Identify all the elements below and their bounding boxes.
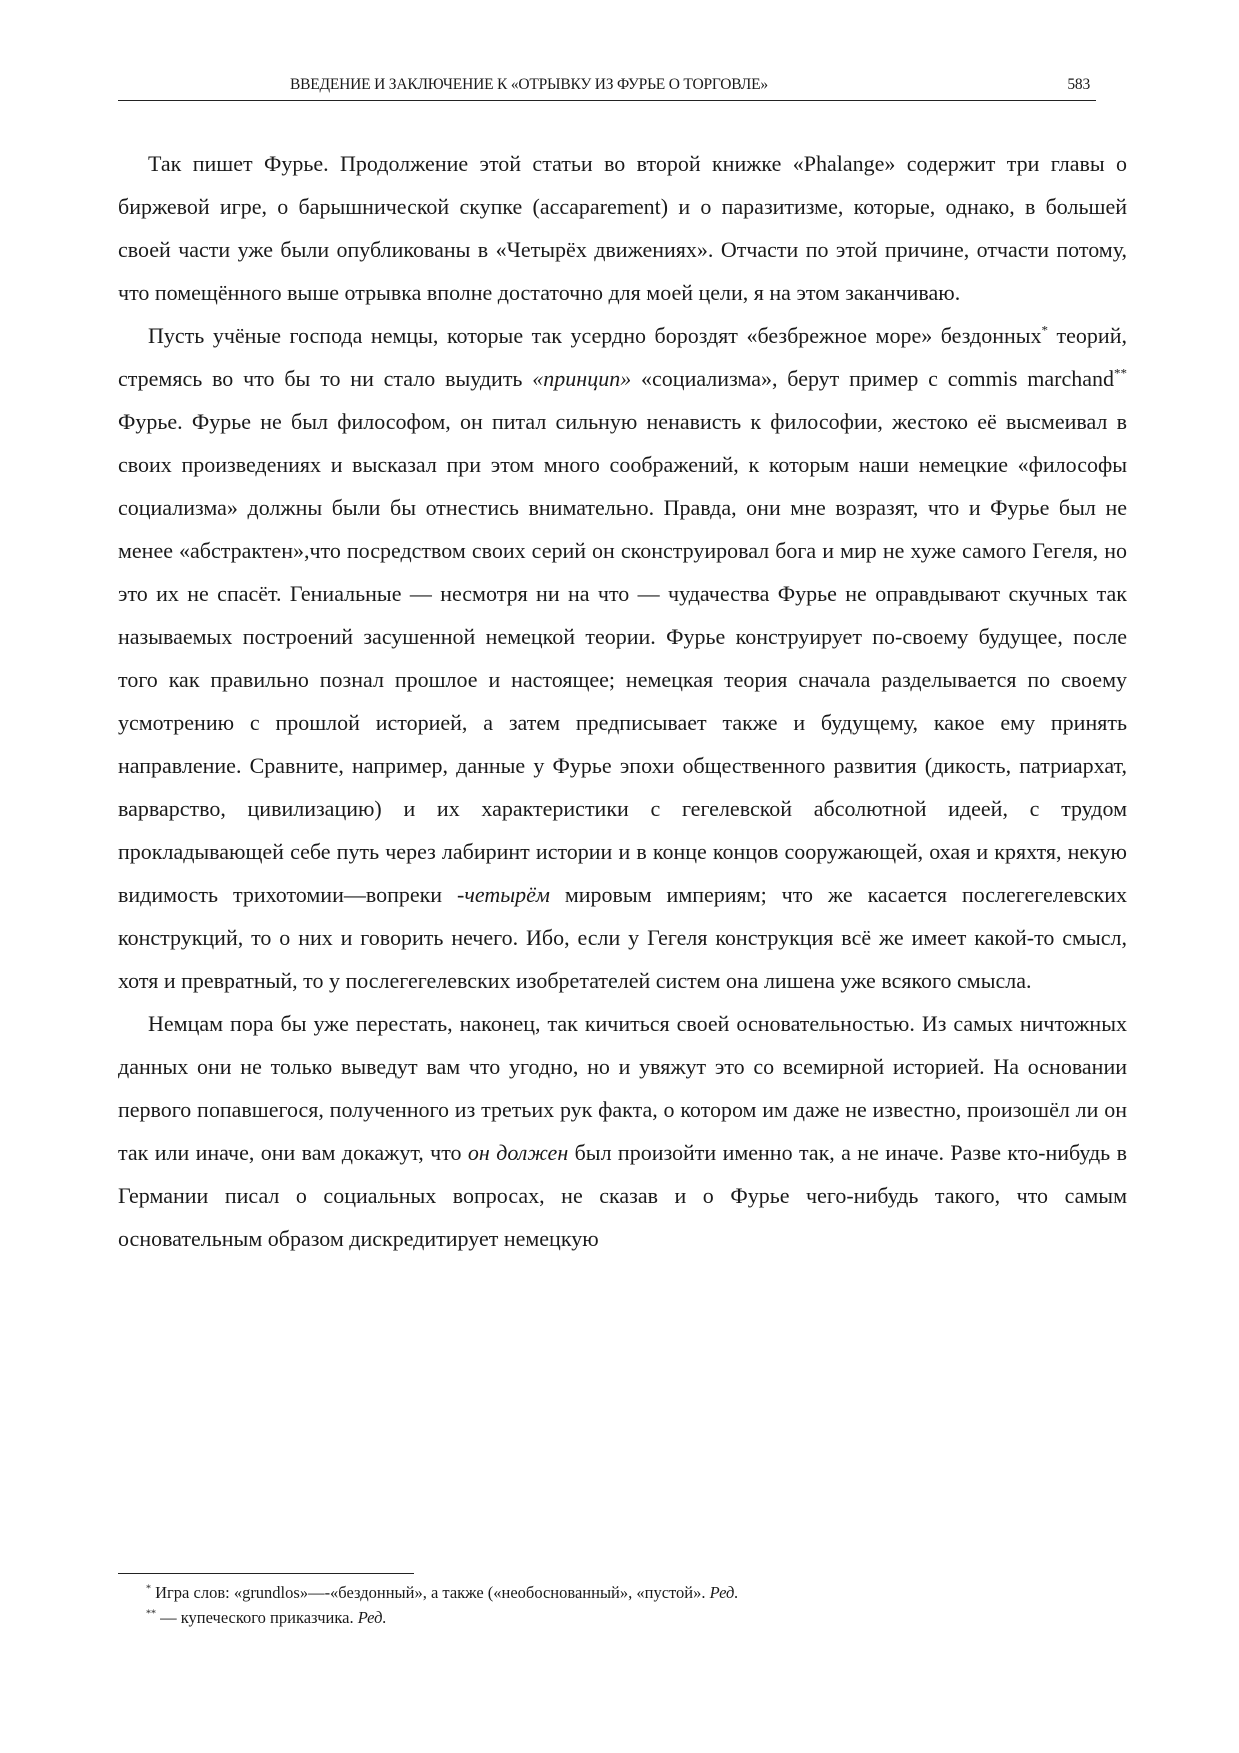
paragraph-3-text-a: Немцам пора бы уже перестать, наконец, так кичиться своей основательностью. Из самых ничтожных данных они не только выведут вам что угодно, но и увяжут это со всемирной историей. На основании первого попавшегося, полученного из третьих рук факта, о котором им даже не известно, произошёл ли он так или иначе, они вам докажут, что (118, 1011, 1127, 1165)
footnote-2-editor: Ред. (357, 1608, 387, 1627)
paragraph-3 (118, 1002, 1127, 1260)
emphasis-must: он должен (467, 1140, 569, 1165)
running-header (118, 74, 1096, 101)
footnotes (146, 1580, 1126, 1630)
paragraph-2-text-b: теорий, стремясь во что бы то ни стало выудить (118, 323, 1127, 391)
emphasis-four: четырём (464, 882, 550, 907)
paragraph-2-text-d: Фурье. Фурье не был философом, он питал сильную ненависть к философии, жестоко её высмеивал в своих произведениях и высказал при этом много соображений, к которым наши немецкие «философы социализма» должны были бы отнестись внимательно. Правда, они мне возразят, что и Фурье был не менее «абстрактен»,что посредством своих серий он сконструировал бога и мир не хуже самого Гегеля, но это их не спасёт. Гениальные — несмотря ни на что — чудачества Фурье не оправдывают скучных так называемых построений засушенной немецкой теории. Фурье конструирует по-своему будущее, после того как правильно познал прошлое и настоящее; немецкая теория сначала разделывается по своему усмотрению с прошлой историей, а затем предписывает также и будущему, какое ему принять направление. Сравните, например, данные у Фурье эпохи общественного развития (дикость, патриархат, варварство, цивилизацию) и их характеристики с гегелевской абсолютной идеей, с трудом прокладывающей себе путь через лабиринт истории и в конце концов сооружающей, охая и кряхтя, некую видимость трихотомии—вопреки - (118, 409, 1127, 907)
footnote-1-text: Игра слов: «grundlos»—-«бездонный», а также («необоснованный», «пустой». (151, 1583, 710, 1602)
emphasis-principle: «принцип» (532, 366, 632, 391)
footnote-2-mark: ** (146, 1608, 156, 1620)
paragraph-1: Так пишет Фурье. Продолжение этой статьи во второй книжке «Phalange» содержит три главы о биржевой игре, о барышнической скупке (accaparement) и о паразитизме, которые, однако, в большей своей части уже были опубликованы в «Четырёх движениях». Отчасти по этой причине, отчасти потому, что помещённого выше отрывка вполне достаточно для моей цели, я на этом заканчиваю. (118, 151, 1127, 305)
footnote-2-text: — купеческого приказчика. (156, 1608, 358, 1627)
footnote-ref-2[interactable]: ** (1113, 365, 1127, 381)
running-title: ВВЕДЕНИЕ И ЗАКЛЮЧЕНИЕ К «ОТРЫВКУ ИЗ ФУРЬЕ О ТОРГОВЛЕ» (290, 76, 768, 93)
page-number: 583 (1067, 76, 1090, 93)
paragraph-2 (118, 314, 1127, 1002)
paragraph-2-text-e: мировым империям; что же касается послегегелевских конструкций, то о них и говорить нечего. Ибо, если у Гегеля конструкция всё же имеет какой-то смысл, хотя и превратный, то у послегегелевских изобретателей систем она лишена уже всякого смысла. (118, 882, 1127, 993)
footnote-ref-1[interactable]: * (1041, 322, 1049, 338)
body-text (118, 142, 1127, 1260)
paragraph-2-text-a: Пусть учёные господа немцы, которые так усердно бороздят «безбрежное море» бездонных (148, 323, 1042, 348)
footnote-1-editor: Ред. (709, 1583, 739, 1602)
paragraph-3-text-b: был произойти именно так, а не иначе. Разве кто-нибудь в Германии писал о социальных вопросах, не сказав и о Фурье чего-нибудь такого, что самым основательным образом дискредитирует немецкую (118, 1140, 1127, 1251)
paragraph-2-text-c: «социализма», берут пример с commis marchand (631, 366, 1114, 391)
footnote-1 (146, 1580, 1126, 1605)
footnote-2 (146, 1605, 1126, 1630)
footnote-separator (118, 1573, 414, 1574)
footnote-1-mark: * (146, 1583, 151, 1595)
